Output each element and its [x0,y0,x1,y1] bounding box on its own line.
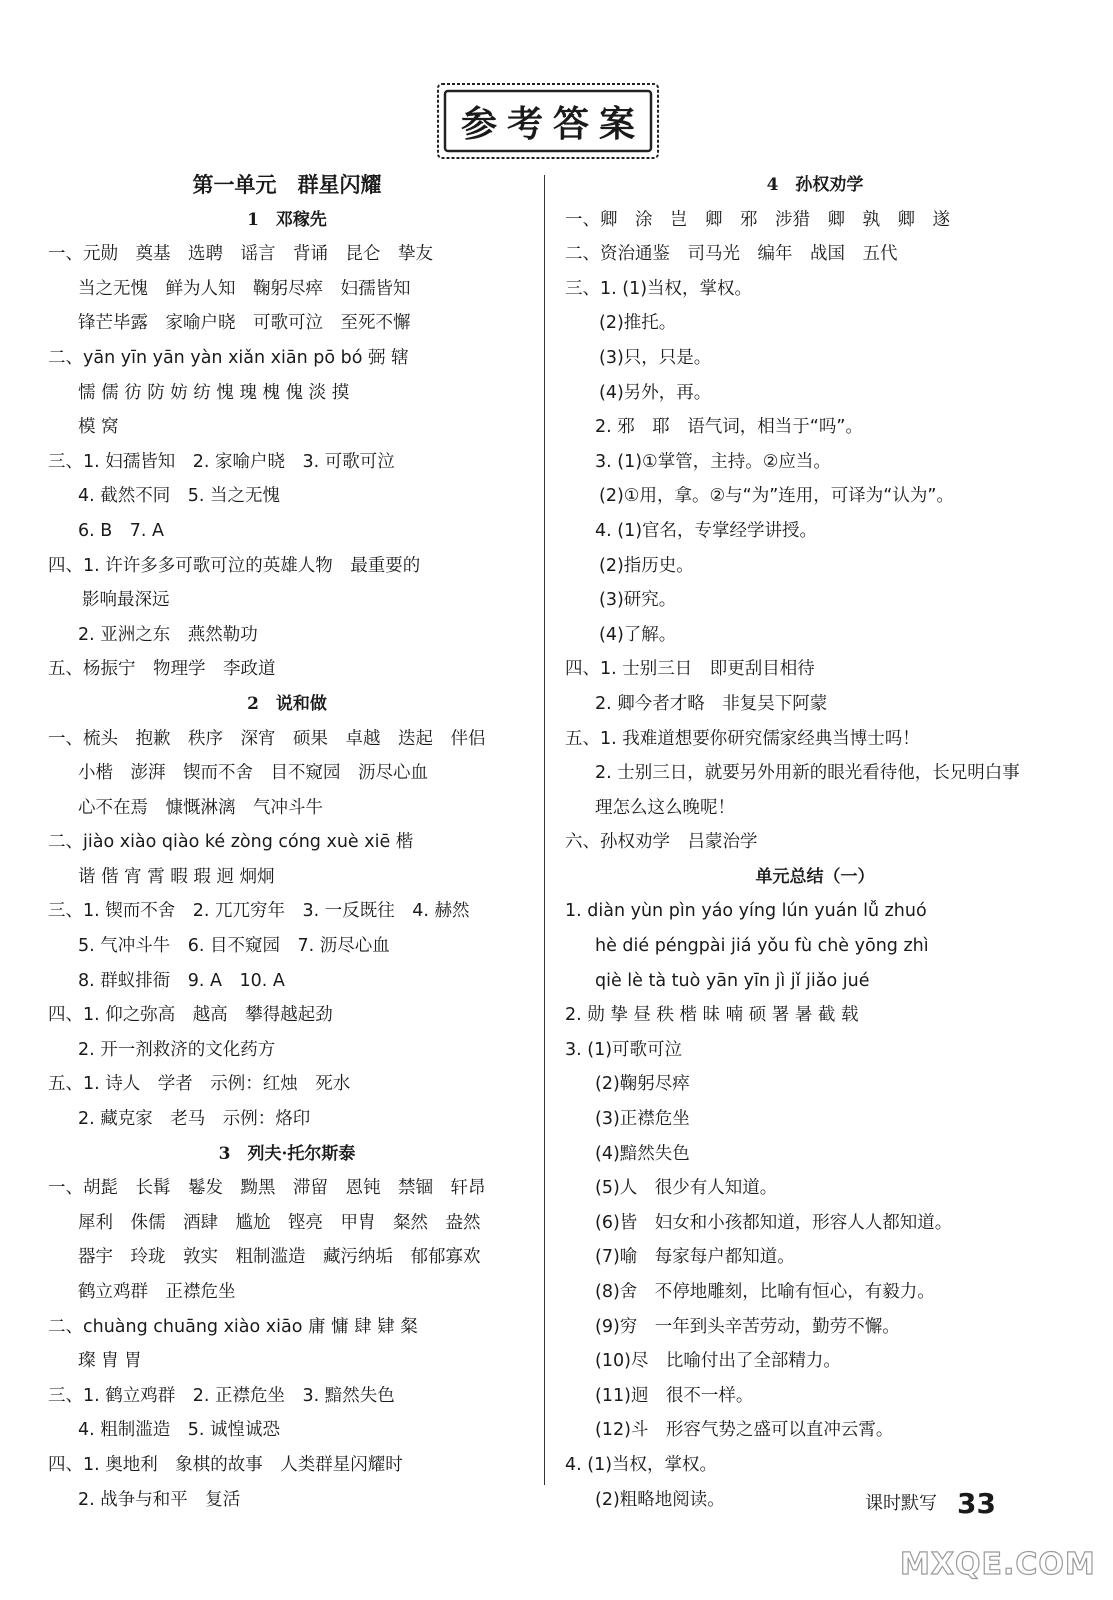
answer-line: (5)人 很少有人知道。 [595,1178,778,1199]
answer-line: (8)舍 不停地雕刻，比喻有恒心，有毅力。 [595,1282,935,1302]
answer-line: 四、1. 仰之弥高 越高 攀得越起劲 [48,1005,333,1026]
answer-line: 三、1. 锲而不舍 2. 兀兀穷年 3. 一反既往 4. 赫然 [48,901,470,922]
answer-line: 三、1. (1)当权，掌权。 [565,278,753,299]
lesson-title: 单元总结（一） [755,866,875,887]
lesson-title: 1 邓稼先 [247,209,327,230]
answer-line: 小楷 澎湃 锲而不舍 目不窥园 沥尽心血 [78,763,428,784]
answer-line: (2)鞠躬尽瘁 [595,1074,690,1095]
answer-line: 2. 邪 耶 语气词，相当于“吗”。 [595,417,863,438]
unit-title: 第一单元 群星闪耀 [192,172,382,197]
answer-line: (12)斗 形容气势之盛可以直冲云霄。 [595,1420,894,1441]
answer-line: (3)只，只是。 [599,347,712,368]
answer-line: 六、孙权劝学 吕蒙治学 [565,832,758,853]
title-banner [436,82,660,160]
answer-line: 影响最深远 [82,590,170,611]
answer-line: 三、1. 鹤立鸡群 2. 正襟危坐 3. 黯然失色 [48,1385,395,1406]
answer-line: (10)尽 比喻付出了全部精力。 [595,1351,841,1372]
answer-line: 3. (1)①掌管，主持。②应当。 [595,451,831,472]
answer-line: (2)粗略地阅读。 [595,1489,725,1510]
answer-line: 模 窝 [78,417,119,438]
answer-line: 2. 藏克家 老马 示例：烙印 [78,1109,311,1130]
answer-line: 鹤立鸡群 正襟危坐 [78,1282,236,1302]
answer-line: 4. 截然不同 5. 当之无愧 [78,486,281,507]
answer-line: 五、1. 诗人 学者 示例：红烛 死水 [48,1074,351,1095]
answer-line: 2. 亚洲之东 燕然勒功 [78,624,258,645]
answer-line: (4)黯然失色 [595,1143,690,1164]
answer-line: 2. 勋 挚 昼 秩 楷 昧 喃 硕 署 暑 截 载 [565,1005,859,1026]
answer-line: (6)皆 妇女和小孩都知道，形容人人都知道。 [595,1212,953,1233]
answer-line: (4)另外，再。 [599,382,712,403]
answer-line: 锋芒毕露 家喻户晓 可歌可泣 至死不懈 [78,313,411,334]
answer-line: 四、1. 士别三日 即更刮目相待 [565,659,815,680]
answer-line: 二、yān yīn yān yàn xiǎn xiān pō bó 弼 辖 [48,347,409,368]
watermark-url: MXQE.COM [900,1547,1096,1582]
answer-line: (3)正襟危坐 [595,1109,690,1130]
footer-label: 课时默写 [865,1493,937,1514]
answer-line: hè dié péngpài jiá yǒu fù chè yōng zhì [595,936,929,957]
answer-line: 璨 胄 胃 [78,1351,142,1372]
answer-line: 4. 粗制滥造 5. 诚惶诚恐 [78,1420,281,1441]
left-column [48,168,526,1517]
answer-line: 4. (1)官名，专掌经学讲授。 [595,520,818,541]
answer-line: 四、1. 许许多多可歌可泣的英雄人物 最重要的 [48,555,421,576]
answer-line: (11)迥 很不一样。 [595,1385,754,1406]
answer-line: 二、jiào xiào qiào ké zòng cóng xuè xiē 楷 [48,832,414,853]
answer-line: 器宇 玲珑 敦实 粗制滥造 藏污纳垢 郁郁寡欢 [78,1247,481,1268]
answer-line: 五、杨振宁 物理学 李政道 [48,659,276,680]
answer-line: (2)①用，拿。②与“为”连用，可译为“认为”。 [599,486,954,507]
answer-line: 3. (1)可歌可泣 [565,1039,683,1060]
answer-line: (2)指历史。 [599,555,694,576]
lesson-title: 4 孙权劝学 [766,175,864,195]
answer-line: 懦 儒 彷 防 妨 纺 愧 瑰 槐 傀 淡 摸 [78,382,350,403]
answer-line: 犀利 侏儒 酒肆 尴尬 铿亮 甲胄 粲然 盎然 [78,1212,481,1233]
answer-line: 理怎么这么晚呢！ [595,797,735,818]
answer-line: 二、chuàng chuāng xiào xiāo 庸 慵 肆 肄 粲 [48,1316,418,1337]
lesson-title: 2 说和做 [247,693,327,714]
answer-line: 五、1. 我难道想要你研究儒家经典当博士吗！ [565,728,920,749]
answer-line: 心不在焉 慷慨淋漓 气冲斗牛 [78,797,323,818]
answer-line: 2. 卿今者才略 非复吴下阿蒙 [595,693,828,714]
answer-line: 1. diàn yùn pìn yáo yíng lún yuán lǚ zhuó [565,901,927,922]
answer-line: 一、元勋 奠基 选聘 谣言 背诵 昆仑 挚友 [48,244,433,265]
answer-line: 4. (1)当权，掌权。 [565,1454,718,1475]
right-column [565,168,1065,1517]
answer-line: 6. B 7. A [78,520,164,541]
answer-line: 5. 气冲斗牛 6. 目不窥园 7. 沥尽心血 [78,936,390,957]
column-divider [544,175,545,1485]
answer-line: 谐 偕 宵 霄 暇 瑕 迥 炯炯 [78,866,275,887]
answer-line: 四、1. 奥地利 象棋的故事 人类群星闪耀时 [48,1454,403,1475]
answer-line: 三、1. 妇孺皆知 2. 家喻户晓 3. 可歌可泣 [48,451,395,472]
answer-line: (3)研究。 [599,590,677,611]
watermark [900,1512,1096,1582]
answer-line: 一、梳头 抱歉 秩序 深宵 硕果 卓越 迭起 伴侣 [48,728,486,749]
answer-line: (4)了解。 [599,624,677,645]
answer-line: 当之无愧 鲜为人知 鞠躬尽瘁 妇孺皆知 [78,278,411,299]
answer-line: 一、卿 涂 岂 卿 邪 涉猎 卿 孰 卿 遂 [565,209,950,230]
answer-line: (7)喻 每家每户都知道。 [595,1247,795,1268]
answer-line: 2. 士别三日，就要另外用新的眼光看待他，长兄明白事 [595,763,1020,784]
answer-line: 2. 开一剂救济的文化药方 [78,1039,276,1060]
page-number: 33 [957,1487,996,1520]
answer-line: qiè lè tà tuò yān yīn jì jǐ jiǎo jué [595,970,870,991]
answer-line: 一、胡髭 长髯 鬈发 黝黑 滞留 恩钝 禁锢 轩昂 [48,1178,486,1199]
answer-line: 8. 群蚁排衙 9. A 10. A [78,970,285,991]
answer-line: 2. 战争与和平 复活 [78,1489,241,1510]
answer-line: 二、资治通鉴 司马光 编年 战国 五代 [565,244,898,265]
lesson-title: 3 列夫·托尔斯泰 [218,1143,356,1164]
answer-line: (9)穷 一年到头辛苦劳动，勤劳不懈。 [595,1316,900,1337]
page-title: 参考答案 [460,102,645,145]
answer-line: (2)推托。 [599,313,677,334]
